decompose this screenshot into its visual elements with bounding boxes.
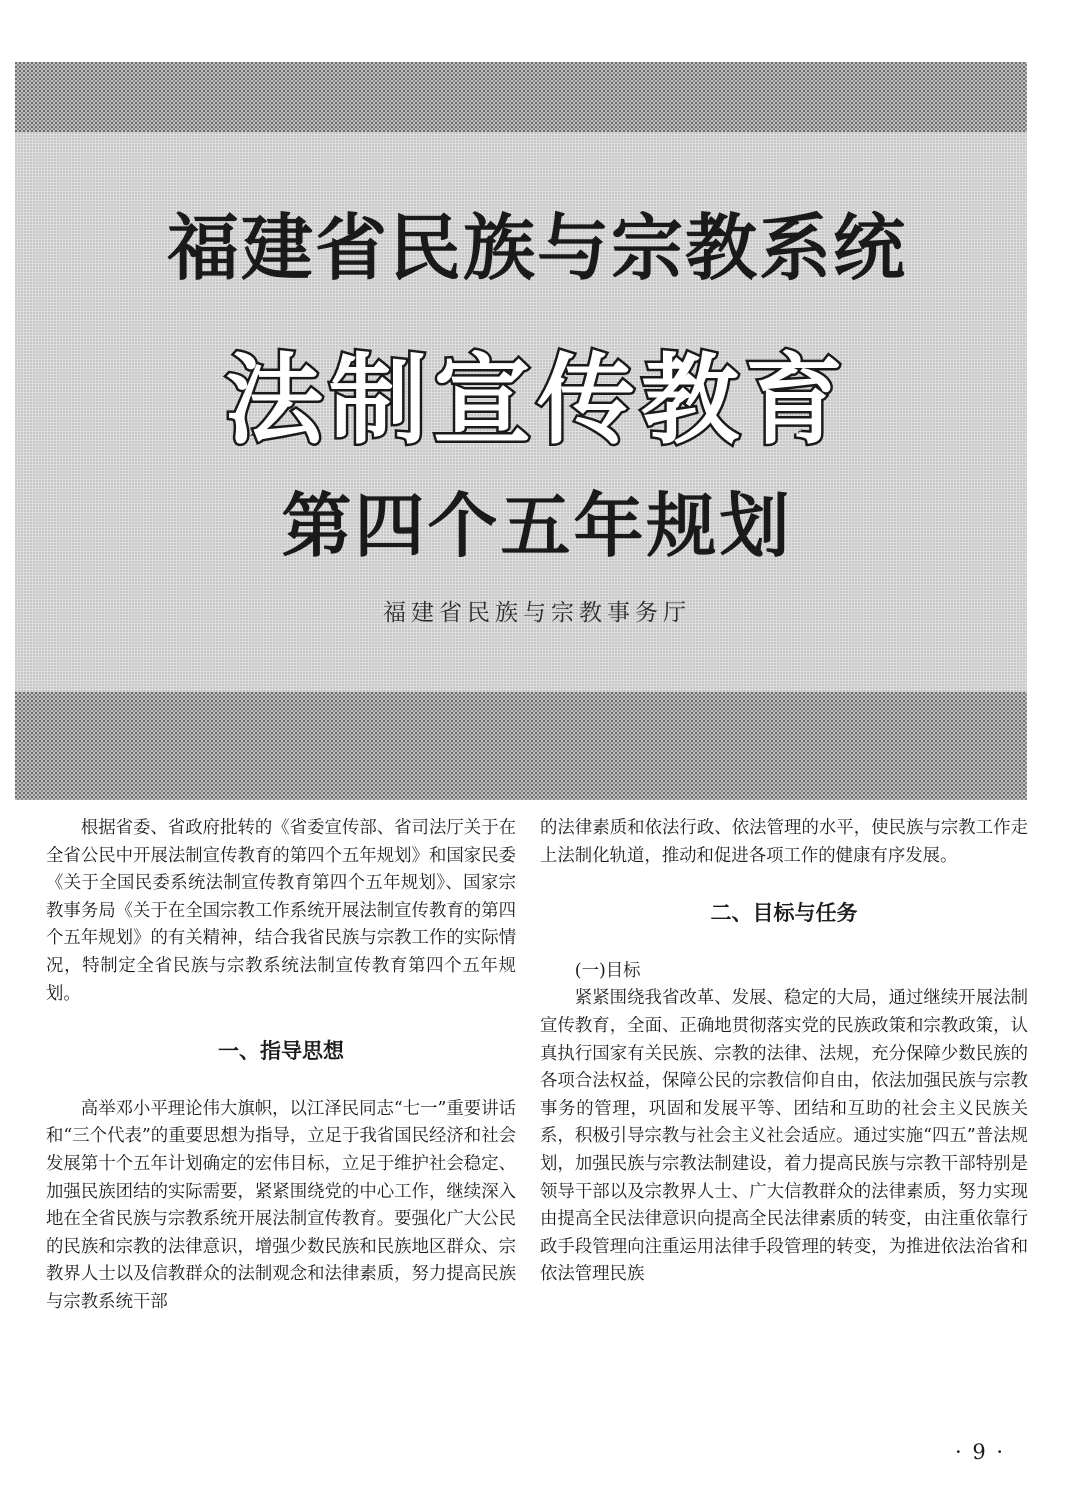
section-2-heading: 二、目标与任务 (710, 901, 858, 926)
page-number: · 9 · (955, 1440, 1006, 1464)
section-1-heading: 一、指导思想 (218, 1039, 344, 1064)
continuation-paragraph: 的法律素质和依法行政、依法管理的水平，使民族与宗教工作走上法制化轨道，推动和促进各项工作的健康有序发展。 (540, 818, 1028, 866)
header-halftone-band-top (15, 62, 1027, 132)
left-column (46, 815, 516, 1317)
intro-paragraph: 根据省委、省政府批转的《省委宣传部、省司法厅关于在全省公民中开展法制宣传教育的第四个五年规划》和国家民委《关于全国民委系统法制宣传教育第四个五年规划》、国家宗教事务局《关于在全国宗教工作系统开展法制宣传教育的第四个五年规划》的有关精神，结合我省民族与宗教工作的实际情况，特制定全省民族与宗教系统法制宣传教育第四个五年规划。 (46, 818, 516, 1004)
subsection-paragraph: 紧紧围绕我省改革、发展、稳定的大局，通过继续开展法制宣传教育，全面、正确地贯彻落实党的民族政策和宗教政策，认真执行国家有关民族、宗教的法律、法规，充分保障少数民族的各项合法权益，保障公民的宗教信仰自由，依法加强民族与宗教事务的管理，巩固和发展平等、团结和互助的社会主义民族关系，积极引导宗教与社会主义社会适应。通过实施“四五”普法规划，加强民族与宗教法制建设，着力提高民族与宗教干部特别是领导干部以及宗教界人士、广大信教群众的法律素质，努力实现由提高全民法律意识向提高全民法律素质的转变，由注重依靠行政手段管理向注重运用法律手段管理的转变，为推进依法治省和依法管理民族 (540, 988, 1028, 1285)
title-line-3: 第四个五年规划 (281, 485, 793, 567)
section-1-paragraph: 高举邓小平理论伟大旗帜，以江泽民同志“七一”重要讲话和“三个代表”的重要思想为指导，立足于我省国民经济和社会发展第十个五年计划确定的宏伟目标，立足于维护社会稳定、加强民族团结的实际需要，紧紧围绕党的中心工作，继续深入地在全省民族与宗教系统开展法制宣传教育。要强化广大公民的民族和宗教的法律意识，增强少数民族和民族地区群众、宗教界人士以及信教群众的法制观念和法律素质，努力提高民族与宗教系统干部 (46, 1098, 516, 1312)
title-line-2: 法制宣传教育 (224, 344, 849, 458)
right-column (540, 815, 1028, 1289)
author-byline: 福建省民族与宗教事务厅 (383, 600, 691, 626)
subsection-heading: (一)目标 (574, 960, 641, 981)
title-line-1: 福建省民族与宗教系统 (166, 206, 907, 290)
header-halftone-band-bottom (15, 692, 1027, 800)
